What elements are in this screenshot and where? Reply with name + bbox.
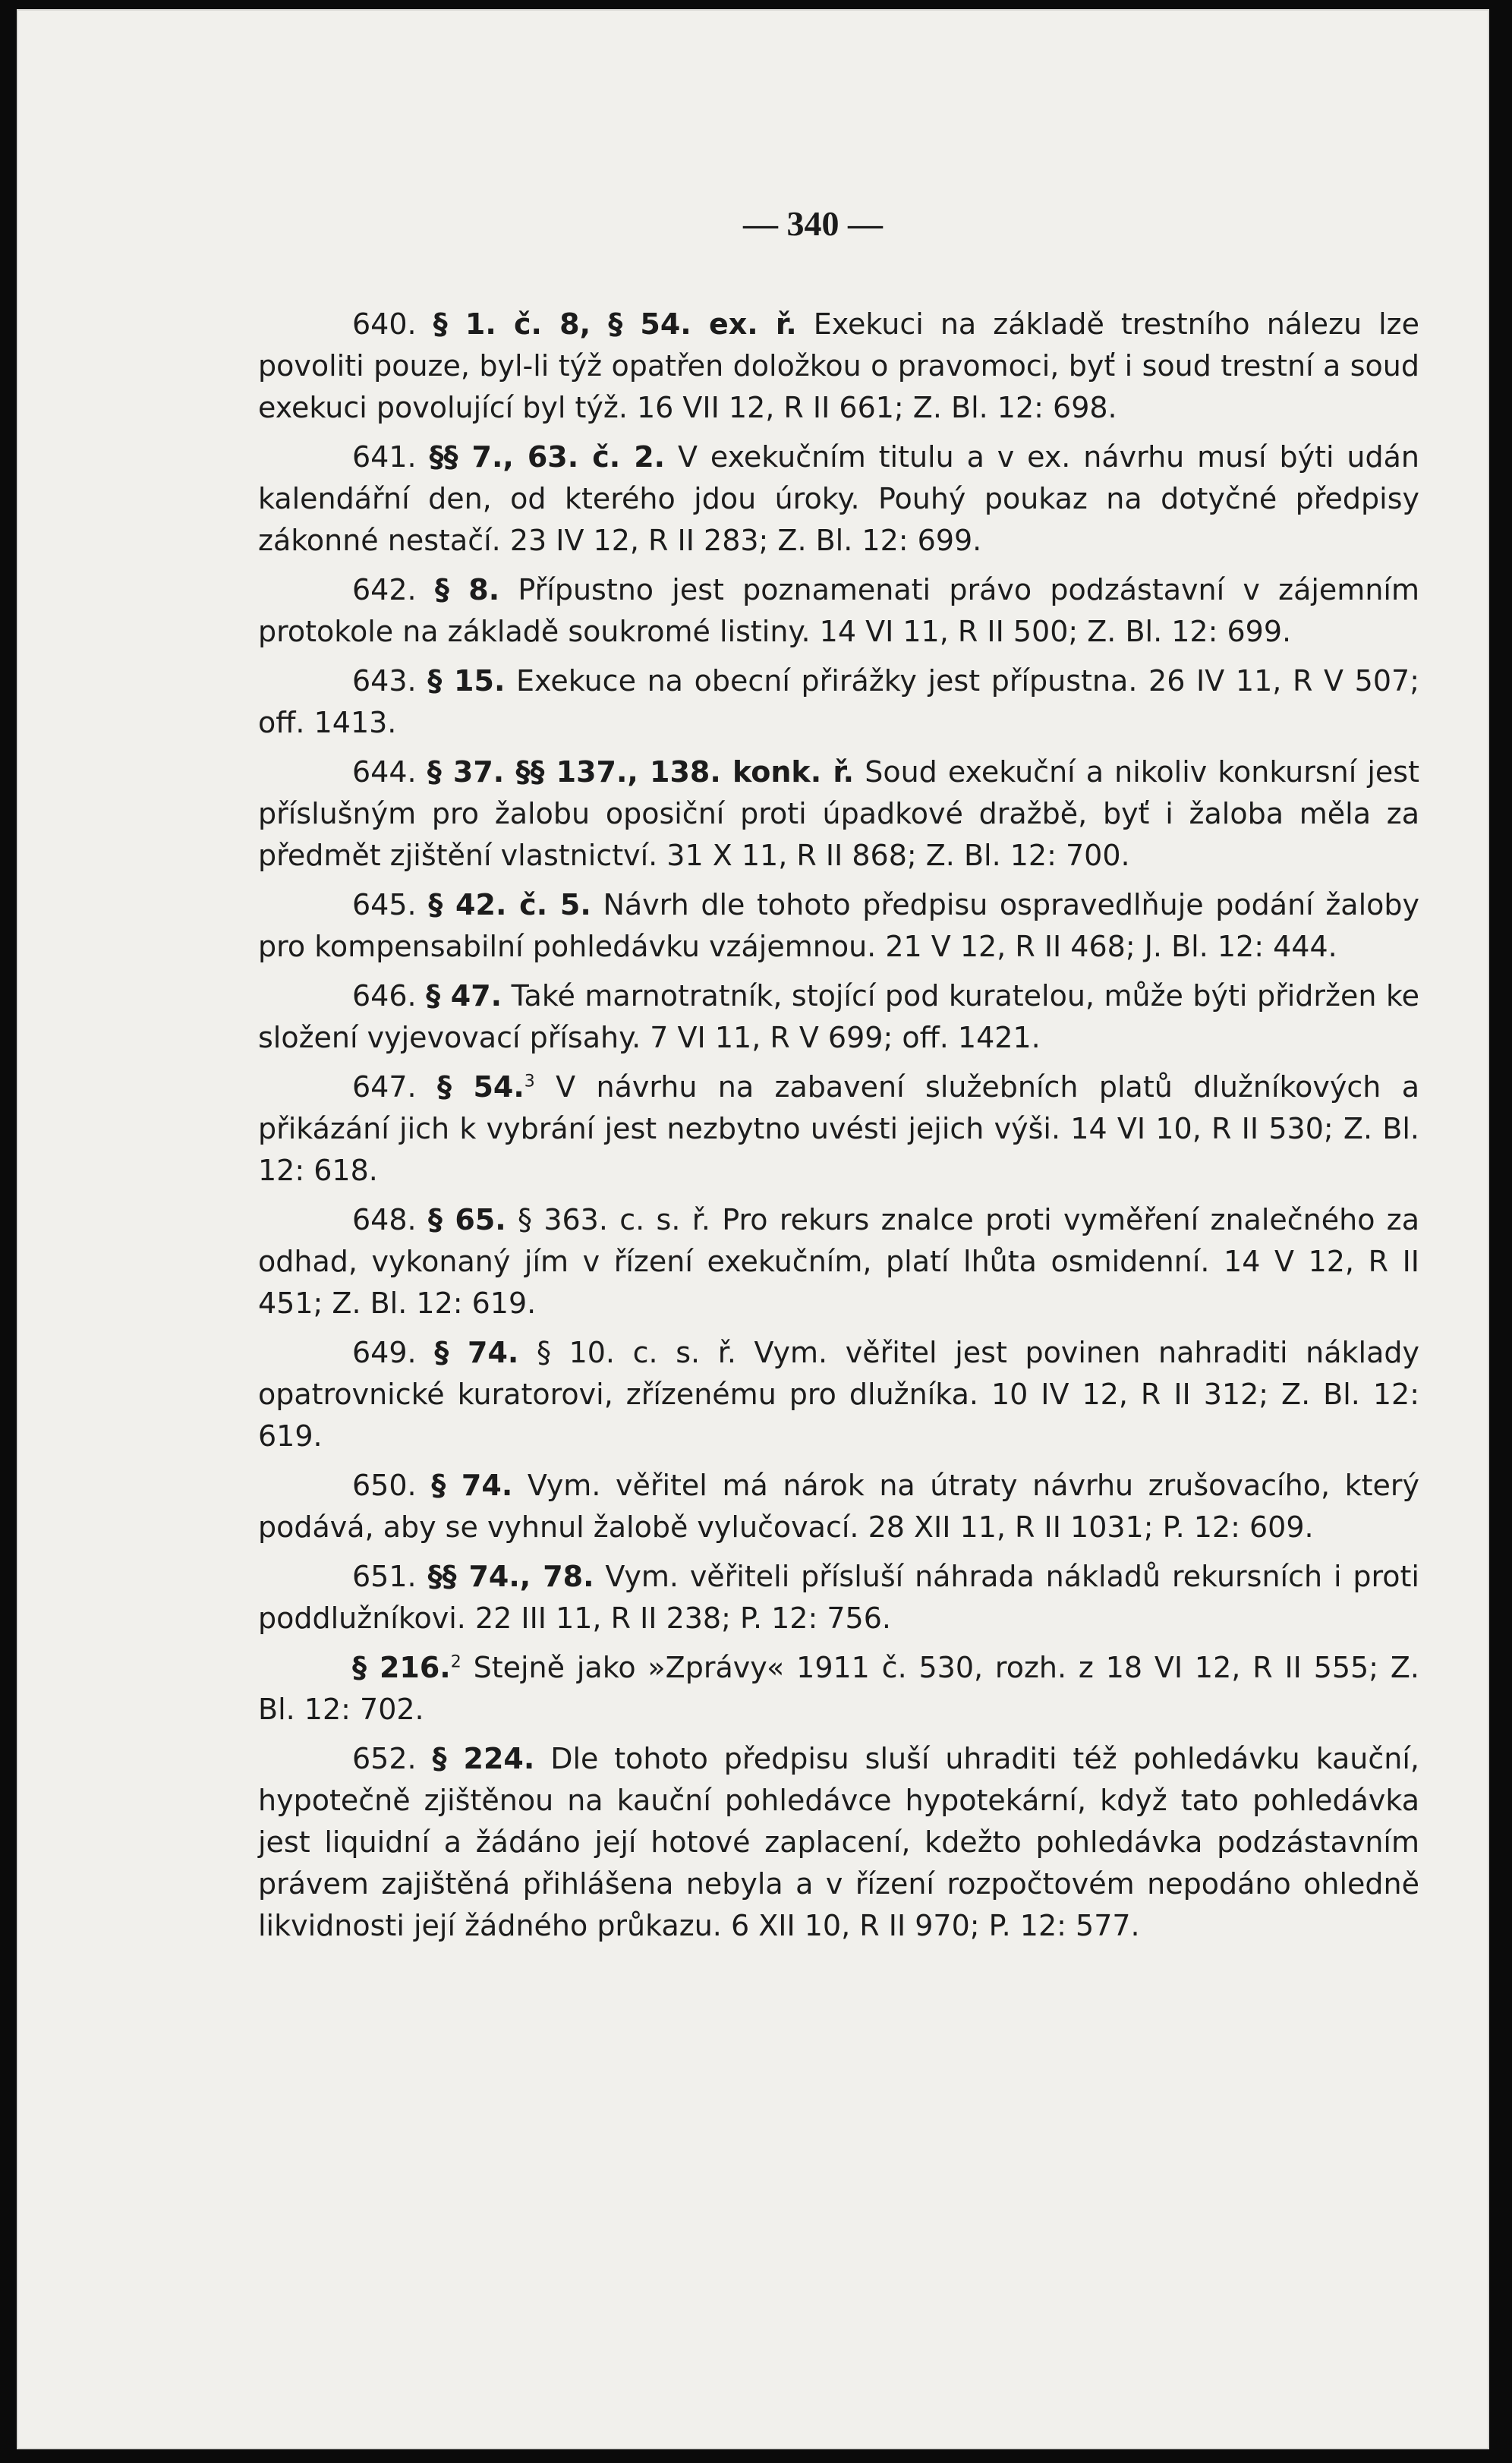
entry-646 bbox=[258, 975, 1419, 1059]
entry-number: 645. bbox=[352, 888, 417, 921]
entry-reference: § 8. bbox=[434, 573, 500, 606]
entry-text: Také marnotratník, stojící pod kuratelou, může býti přidržen ke složení vyjevovací přísahy. 7 VI 11, R V 699; off. 1421. bbox=[258, 979, 1419, 1054]
entry-text: Soud exekuční a nikoliv konkursní jest příslušným pro žalobu oposiční proti úpadkové dražbě, byť i žaloba měla za předmět zjištění vlastnictví. 31 X 11, R II 868; Z. Bl. 12: 700. bbox=[258, 755, 1419, 872]
entry-reference: § 1. č. 8, § 54. ex. ř. bbox=[433, 307, 797, 341]
entry-number: 641. bbox=[352, 440, 417, 474]
entry-number: 643. bbox=[352, 664, 417, 698]
entry-text: Vym. věřitel má nárok na útraty návrhu zrušovacího, který podává, aby se vyhnul žalobě vylučovací. 28 XII 11, R II 1031; P. 12: 609. bbox=[258, 1469, 1419, 1544]
entry-reference: §§ 74., 78. bbox=[427, 1560, 594, 1593]
footnote-marker: 3 bbox=[524, 1072, 535, 1091]
entry-reference: §§ 7., 63. č. 2. bbox=[429, 440, 666, 474]
entry-text: Exekuci na základě trestního nálezu lze povoliti pouze, byl-li týž opatřen doložkou o pravomoci, byť i soud trestní a soud exekuci povolující byl týž. 16 VII 12, R II 661; Z. Bl. 12: 698. bbox=[258, 307, 1419, 424]
footnote-marker: 2 bbox=[450, 1652, 461, 1672]
entry-text: Stejně jako »Zprávy« 1911 č. 530, rozh. z 18 VI 12, R II 555; Z. Bl. 12: 702. bbox=[258, 1651, 1419, 1726]
entry-641 bbox=[258, 436, 1419, 562]
entry-648 bbox=[258, 1199, 1419, 1324]
entry-number: 649. bbox=[352, 1336, 417, 1369]
entry-number: 650. bbox=[352, 1469, 417, 1502]
entry-644 bbox=[258, 751, 1419, 877]
entry-reference: § 216. bbox=[352, 1651, 451, 1684]
entry-reference: § 15. bbox=[427, 664, 506, 698]
entry-640 bbox=[258, 304, 1419, 429]
entry-reference: § 224. bbox=[432, 1742, 535, 1775]
entry-642 bbox=[258, 569, 1419, 653]
entry-text: Exekuce na obecní přirážky jest přípustna. 26 IV 11, R V 507; off. 1413. bbox=[258, 664, 1419, 739]
entry-651 bbox=[258, 1556, 1419, 1639]
entry-text: V návrhu na zabavení služebních platů dlužníkových a přikázání jich k vybrání jest nezbytno uvésti jejich výši. 14 VI 10, R II 530; Z. Bl. 12: 618. bbox=[258, 1070, 1419, 1187]
entry-number: 648. bbox=[352, 1203, 417, 1236]
entry-reference: § 74. bbox=[434, 1336, 519, 1369]
entry-text: Přípustno jest poznamenati právo podzástavní v zájemním protokole na základě soukromé listiny. 14 VI 11, R II 500; Z. Bl. 12: 699. bbox=[258, 573, 1419, 648]
entry-reference: § 54. bbox=[436, 1070, 524, 1104]
entry-number: 640. bbox=[352, 307, 417, 341]
text-block bbox=[258, 304, 1419, 1954]
entry-number: 651. bbox=[352, 1560, 417, 1593]
page-number: — 340 — bbox=[743, 204, 883, 243]
entry-reference: § 65. bbox=[427, 1203, 506, 1236]
entry-reference: § 74. bbox=[431, 1469, 513, 1502]
entry-reference: § 47. bbox=[426, 979, 502, 1013]
entry-649 bbox=[258, 1332, 1419, 1457]
entry-number: 652. bbox=[352, 1742, 417, 1775]
entry-text: V exekučním titulu a v ex. návrhu musí býti udán kalendářní den, od kterého jdou úroky. Pouhý poukaz na dotyčné předpisy zákonné nestačí. 23 IV 12, R II 283; Z. Bl. 12: 699. bbox=[258, 440, 1419, 557]
entry-number: 646. bbox=[352, 979, 417, 1013]
entry-number: 644. bbox=[352, 755, 417, 789]
entry-652 bbox=[258, 1738, 1419, 1947]
entry-643 bbox=[258, 660, 1419, 744]
entry-645 bbox=[258, 884, 1419, 968]
entry-reference: § 42. č. 5. bbox=[428, 888, 591, 921]
entry-647 bbox=[258, 1066, 1419, 1192]
entry-text: § 363. c. s. ř. Pro rekurs znalce proti vyměření znalečného za odhad, vykonaný jím v řízení exekučním, platí lhůta osmidenní. 14 V 12, R II 451; Z. Bl. 12: 619. bbox=[258, 1203, 1419, 1320]
entry-text: Návrh dle tohoto předpisu ospravedlňuje podání žaloby pro kompensabilní pohledávku vzájemnou. 21 V 12, R II 468; J. Bl. 12: 444. bbox=[258, 888, 1419, 963]
entry-reference: § 37. §§ 137., 138. konk. ř. bbox=[427, 755, 855, 789]
entry-number: 642. bbox=[352, 573, 417, 606]
entry-text: § 10. c. s. ř. Vym. věřitel jest povinen nahraditi náklady opatrovnické kuratorovi, zřízenému pro dlužníka. 10 IV 12, R II 312; Z. Bl. 12: 619. bbox=[258, 1336, 1419, 1453]
entry-number: 647. bbox=[352, 1070, 417, 1104]
entry-650 bbox=[258, 1465, 1419, 1548]
entry-216 bbox=[258, 1647, 1419, 1731]
entry-text: Dle tohoto předpisu sluší uhraditi též pohledávku kauční, hypotečně zjištěnou na kauční pohledávce hypotekární, když tato pohledávka jest liquidní a žádáno její hotové zaplacení, kdežto pohledávka podzástavním právem zajištěná přihlášena nebyla a v řízení rozpočtovém nepodáno ohledně likvidnosti její žádného průkazu. 6 XII 10, R II 970; P. 12: 577. bbox=[258, 1742, 1419, 1942]
entry-text: Vym. věřiteli přísluší náhrada nákladů rekursních i proti poddlužníkovi. 22 III 11, R II 238; P. 12: 756. bbox=[258, 1560, 1419, 1635]
